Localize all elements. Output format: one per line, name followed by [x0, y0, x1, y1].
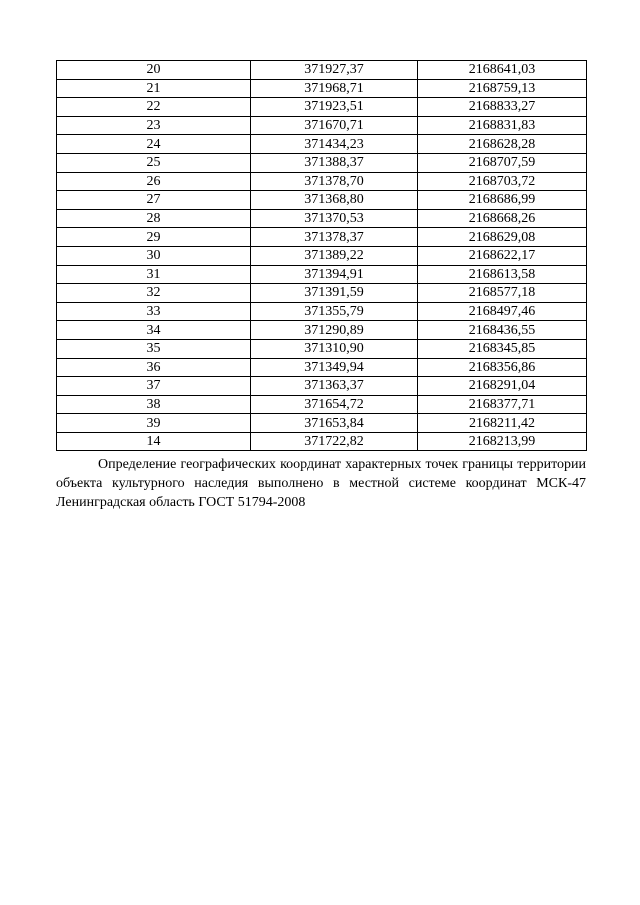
- x-coordinate-cell: 371363,37: [251, 377, 418, 396]
- point-number-cell: 33: [57, 302, 251, 321]
- y-coordinate-cell: 2168707,59: [418, 153, 587, 172]
- y-coordinate-cell: 2168628,28: [418, 135, 587, 154]
- table-row: [57, 116, 587, 135]
- x-coordinate-cell: 371434,23: [251, 135, 418, 154]
- y-coordinate-cell: 2168686,99: [418, 191, 587, 210]
- y-coordinate-cell: 2168629,08: [418, 228, 587, 247]
- x-coordinate-cell: 371670,71: [251, 116, 418, 135]
- x-coordinate-cell: 371389,22: [251, 246, 418, 265]
- x-coordinate-cell: 371355,79: [251, 302, 418, 321]
- y-coordinate-cell: 2168613,58: [418, 265, 587, 284]
- x-coordinate-cell: 371391,59: [251, 284, 418, 303]
- x-coordinate-cell: 371290,89: [251, 321, 418, 340]
- y-coordinate-cell: 2168356,86: [418, 358, 587, 377]
- x-coordinate-cell: 371368,80: [251, 191, 418, 210]
- point-number-cell: 30: [57, 246, 251, 265]
- y-coordinate-cell: 2168213,99: [418, 432, 587, 451]
- table-row: [57, 246, 587, 265]
- table-row: [57, 377, 587, 396]
- point-number-cell: 26: [57, 172, 251, 191]
- table-row: [57, 265, 587, 284]
- point-number-cell: 20: [57, 61, 251, 80]
- table-row: [57, 414, 587, 433]
- y-coordinate-cell: 2168703,72: [418, 172, 587, 191]
- x-coordinate-cell: 371927,37: [251, 61, 418, 80]
- x-coordinate-cell: 371923,51: [251, 98, 418, 117]
- table-row: [57, 61, 587, 80]
- table-row: [57, 339, 587, 358]
- table-row: [57, 98, 587, 117]
- point-number-cell: 21: [57, 79, 251, 98]
- y-coordinate-cell: 2168345,85: [418, 339, 587, 358]
- point-number-cell: 24: [57, 135, 251, 154]
- table-row: [57, 79, 587, 98]
- table-row: [57, 358, 587, 377]
- point-number-cell: 25: [57, 153, 251, 172]
- point-number-cell: 35: [57, 339, 251, 358]
- y-coordinate-cell: 2168291,04: [418, 377, 587, 396]
- x-coordinate-cell: 371370,53: [251, 209, 418, 228]
- y-coordinate-cell: 2168577,18: [418, 284, 587, 303]
- x-coordinate-cell: 371349,94: [251, 358, 418, 377]
- y-coordinate-cell: 2168497,46: [418, 302, 587, 321]
- coordinates-table-body: [57, 61, 587, 451]
- table-row: [57, 209, 587, 228]
- coordinates-table: [56, 60, 587, 451]
- point-number-cell: 36: [57, 358, 251, 377]
- table-row: [57, 153, 587, 172]
- y-coordinate-cell: 2168668,26: [418, 209, 587, 228]
- point-number-cell: 32: [57, 284, 251, 303]
- x-coordinate-cell: 371378,37: [251, 228, 418, 247]
- y-coordinate-cell: 2168377,71: [418, 395, 587, 414]
- point-number-cell: 28: [57, 209, 251, 228]
- point-number-cell: 38: [57, 395, 251, 414]
- point-number-cell: 23: [57, 116, 251, 135]
- y-coordinate-cell: 2168831,83: [418, 116, 587, 135]
- table-row: [57, 172, 587, 191]
- point-number-cell: 29: [57, 228, 251, 247]
- x-coordinate-cell: 371388,37: [251, 153, 418, 172]
- table-row: [57, 395, 587, 414]
- point-number-cell: 27: [57, 191, 251, 210]
- x-coordinate-cell: 371394,91: [251, 265, 418, 284]
- point-number-cell: 37: [57, 377, 251, 396]
- point-number-cell: 31: [57, 265, 251, 284]
- table-row: [57, 284, 587, 303]
- x-coordinate-cell: 371310,90: [251, 339, 418, 358]
- x-coordinate-cell: 371654,72: [251, 395, 418, 414]
- point-number-cell: 34: [57, 321, 251, 340]
- x-coordinate-cell: 371653,84: [251, 414, 418, 433]
- y-coordinate-cell: 2168833,27: [418, 98, 587, 117]
- y-coordinate-cell: 2168436,55: [418, 321, 587, 340]
- coordinate-system-note: Определение географических координат характерных точек границы территории объекта культурного наследия выполнено в местной системе координат МСК-47 Ленинградская область ГОСТ 51794-2008: [56, 457, 586, 510]
- table-row: [57, 191, 587, 210]
- y-coordinate-cell: 2168211,42: [418, 414, 587, 433]
- x-coordinate-cell: 371378,70: [251, 172, 418, 191]
- table-row: [57, 432, 587, 451]
- y-coordinate-cell: 2168759,13: [418, 79, 587, 98]
- point-number-cell: 39: [57, 414, 251, 433]
- x-coordinate-cell: 371968,71: [251, 79, 418, 98]
- x-coordinate-cell: 371722,82: [251, 432, 418, 451]
- y-coordinate-cell: 2168641,03: [418, 61, 587, 80]
- table-row: [57, 228, 587, 247]
- table-row: [57, 321, 587, 340]
- point-number-cell: 22: [57, 98, 251, 117]
- table-row: [57, 135, 587, 154]
- y-coordinate-cell: 2168622,17: [418, 246, 587, 265]
- point-number-cell: 14: [57, 432, 251, 451]
- table-row: [57, 302, 587, 321]
